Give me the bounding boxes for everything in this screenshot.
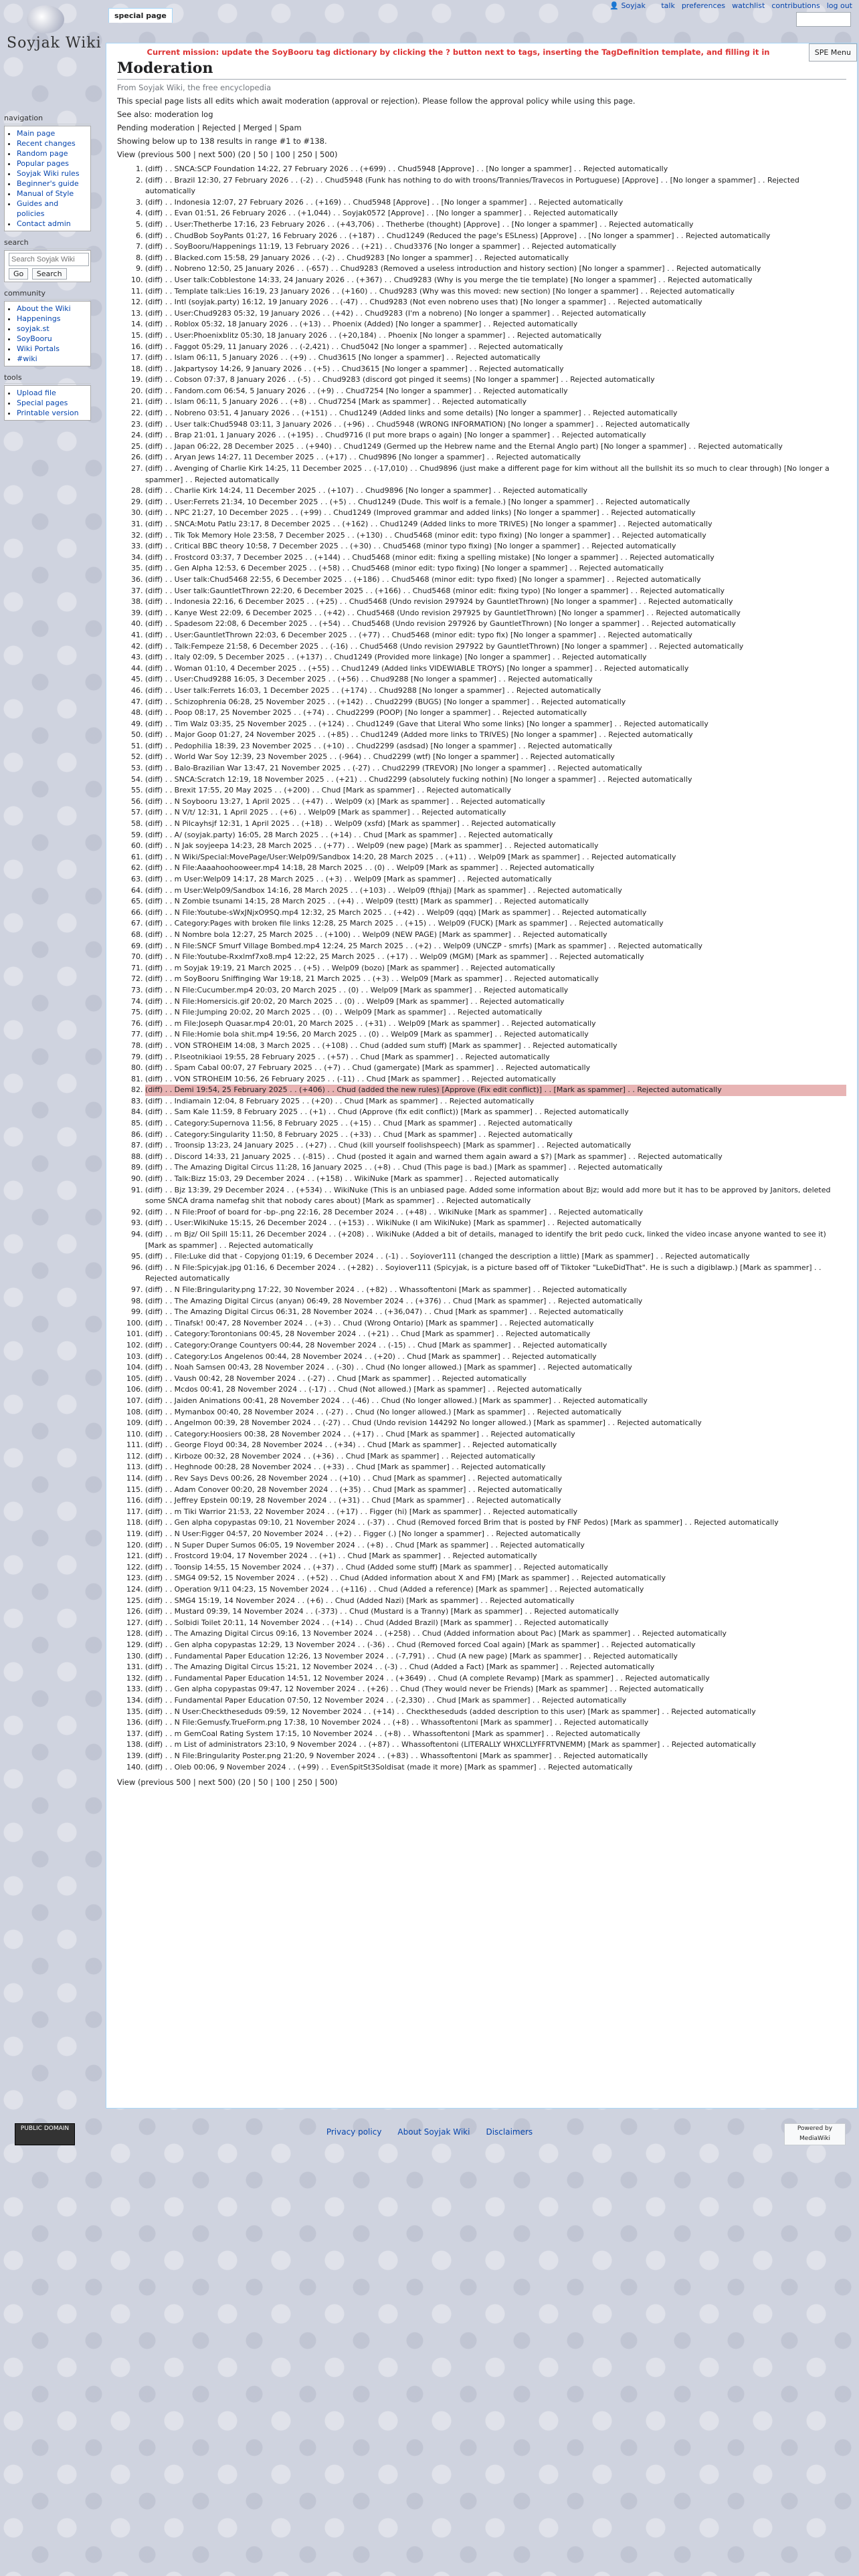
moderation-entry[interactable]: 39. (diff) . . Kanye West 22:09, 6 December 2025 . . (+42) . . Chud5468 (Undo revision 297925 by GauntletThrown) [No longer a spammer] . . Rejected automatically [145, 608, 846, 619]
moderation-entry[interactable]: 13. (diff) . . User:Chud9283 05:32, 19 January 2026 . . (+42) . . Chud9283 (I'm a nobreno) [No longer a spammer] . . Rejected automatically [145, 308, 846, 320]
moderation-entry[interactable]: 60. (diff) . . N Jak soyjeepa 14:23, 28 March 2025 . . (+77) . . Welp09 (new page) [Mark as spammer] . . Rejected automatically [145, 841, 846, 852]
powered-by-mediawiki-badge[interactable]: Powered by MediaWiki [784, 2123, 846, 2145]
moderation-entry[interactable]: 12. (diff) . . Intl (soyjak.party) 16:12, 19 January 2026 . . (-47) . . Chud9283 (Not even nobreno uses that) [No longer a spammer] . . Rejected automatically [145, 297, 846, 308]
sidebar-nav-item[interactable] [17, 179, 86, 189]
tools-portlet [4, 385, 91, 421]
moderation-entry[interactable]: 35. (diff) . . Gen Alpha 12:53, 6 December 2025 . . (+58) . . Chud5468 (minor edit: typo fixing) [No longer a spammer] . . Rejected automatically [145, 563, 846, 574]
moderation-entry[interactable]: 103. (diff) . . Category:Los Angelenos 00:44, 28 November 2024 . . (+20) . . Chud [Mark as spammer] . . Rejected automatically [145, 1352, 846, 1363]
moderation-entry[interactable]: 2. (diff) . . Brazil 12:30, 27 February 2026 . . (-2) . . Chud5948 (Funk has nothing to do with troons/Trannies/Travecos in Portuguese) [Approve] . . [No longer a spammer] . . Rejected automatically [145, 175, 846, 197]
moderation-entry[interactable]: 117. (diff) . . m Tiki Warrior 21:53, 22 November 2024 . . (+17) . . Figger (hi) [Mark as spammer] . . Rejected automatically [145, 1507, 846, 1518]
moderation-entry[interactable]: 57. (diff) . . N V/t/ 12:31, 1 April 2025 . . (+6) . . Welp09 [Mark as spammer] . . Rejected automatically [145, 807, 846, 819]
moderation-entry[interactable]: 90. (diff) . . Talk:Bizz 15:03, 29 December 2024 . . (+158) . . WikiNuke [Mark as spammer] . . Rejected automatically [145, 1174, 846, 1185]
moderation-entry[interactable]: 18. (diff) . . Jakpartysoy 14:26, 9 January 2026 . . (+5) . . Chud3615 [No longer a spammer] . . Rejected automatically [145, 364, 846, 375]
sidebar-tools-item[interactable] [17, 398, 86, 408]
moderation-entry[interactable]: 102. (diff) . . Category:Orange Countyers 00:44, 28 November 2024 . . (-15) . . Chud [Mark as spammer] . . Rejected automatically [145, 1340, 846, 1352]
moderation-entry[interactable]: 112. (diff) . . Kirboze 00:32, 28 November 2024 . . (+36) . . Chud [Mark as spammer] . . Rejected automatically [145, 1451, 846, 1463]
sidebar-nav-item[interactable] [17, 148, 86, 158]
moderation-entry[interactable]: 77. (diff) . . N File:Homie bola shit.mp4 19:56, 20 March 2025 . . (0) . . Welp09 [Mark as spammer] . . Rejected automatically [145, 1029, 846, 1041]
personal-link[interactable]: log out [826, 1, 852, 10]
moderation-entry[interactable]: 110. (diff) . . Category:Hoosiers 00:38, 28 November 2024 . . (+17) . . Chud [Mark as spammer] . . Rejected automatically [145, 1429, 846, 1440]
sidebar-nav-item[interactable] [17, 189, 86, 199]
intro-text: This special page lists all edits which await moderation (approval or rejection). Please follow the approval policy while using this page. [117, 96, 636, 106]
sidebar-community-item[interactable] [17, 304, 86, 314]
moderation-entry[interactable]: 71. (diff) . . m Soyjak 19:19, 21 March 2025 . . (+5) . . Welp09 (bozo) [Mark as spammer] . . Rejected automatically [145, 963, 846, 974]
moderation-entry[interactable]: 37. (diff) . . User talk:GauntletThrown 22:20, 6 December 2025 . . (+166) . . Chud5468 (minor edit: fixing typo) [No longer a spammer] . . Rejected automatically [145, 586, 846, 597]
sidebar-tools-item[interactable] [17, 408, 86, 418]
moderation-entry[interactable]: 73. (diff) . . N File:Cucumber.mp4 20:03, 20 March 2025 . . (0) . . Welp09 [Mark as spammer] . . Rejected automatically [145, 985, 846, 996]
moderation-entry[interactable]: 138. (diff) . . m List of administrators 23:10, 9 November 2024 . . (+87) . . Whassoftentoni (LITERALLY WHXCLLYFFRTVNEMM) [Mark as spammer] . . Rejected automatically [145, 1739, 846, 1751]
moderation-entry[interactable]: 118. (diff) . . Gen alpha copypastas 09:10, 21 November 2024 . . (-37) . . Chud (Removed forced Brim that is posted by FNF Pedos) [Mark as spammer] . . Rejected automatically [145, 1517, 846, 1529]
moderation-entry[interactable]: 67. (diff) . . Category:Pages with broken file links 12:28, 25 March 2025 . . (+15) . . Welp09 (FUCK) [Mark as spammer] . . Rejected automatically [145, 918, 846, 930]
moderation-entry[interactable]: 123. (diff) . . SMG4 09:52, 15 November 2024 . . (+52) . . Chud (Added information about X and FM) [Mark as spammer] . . Rejected automatically [145, 1573, 846, 1584]
moderation-entry[interactable]: 3. (diff) . . Indonesia 12:07, 27 February 2026 . . (+169) . . Chud5948 [Approve] . . [No longer a spammer] . . Rejected automatically [145, 197, 846, 209]
moderation-entry[interactable]: 49. (diff) . . Tim Walz 03:35, 25 November 2025 . . (+124) . . Chud1249 (Gave that Literal Who some links) [No longer a spammer] . . Rejected automatically [145, 719, 846, 730]
moderation-entry[interactable]: 34. (diff) . . Frostcord 03:37, 7 December 2025 . . (+144) . . Chud5468 (minor edit: fixing a spelling mistake) [No longer a spammer] . . Rejected automatically [145, 552, 846, 564]
pagination-top[interactable]: View (previous 500 | next 500) (20 | 50 | 100 | 250 | 500) [117, 150, 338, 159]
moderation-entry[interactable]: 81. (diff) . . VON STROHEIM 10:56, 26 February 2025 . . (-11) . . Chud [Mark as spammer] . . Rejected automatically [145, 1074, 846, 1085]
moderation-entry[interactable]: 54. (diff) . . SNCA:Scratch 12:19, 18 November 2025 . . (+21) . . Chud2299 (absolutely fucking nothin) [No longer a spammer] . . Rejected automatically [145, 774, 846, 786]
moderation-entry[interactable]: 122. (diff) . . Toonsip 14:55, 15 November 2024 . . (+37) . . Chud (Added some stuff) [Mark as spammer] . . Rejected automatically [145, 1562, 846, 1574]
moderation-entry[interactable]: 116. (diff) . . Jeffrey Epstein 00:19, 28 November 2024 . . (+31) . . Chud [Mark as spammer] . . Rejected automatically [145, 1495, 846, 1507]
moderation-entry[interactable]: 111. (diff) . . George Floyd 00:34, 28 November 2024 . . (+34) . . Chud [Mark as spammer] . . Rejected automatically [145, 1440, 846, 1451]
moderation-entry[interactable]: 24. (diff) . . Brap 21:01, 1 January 2026 . . (+195) . . Chud9716 (I put more braps o again) [No longer a spammer] . . Rejected automatically [145, 430, 846, 441]
sidebar-tools-item[interactable] [17, 388, 86, 398]
moderation-entry[interactable]: 131. (diff) . . The Amazing Digital Circus 15:21, 12 November 2024 . . (-3) . . Chud (Added a Fact) [Mark as spammer] . . Rejected automatically [145, 1662, 846, 1673]
sidebar-community-item-link[interactable]: About the Wiki [17, 304, 71, 313]
sidebar-nav-item-link[interactable]: Recent changes [17, 139, 76, 148]
moderation-entry[interactable]: 16. (diff) . . Faggot 05:29, 11 January 2026 . . (-2,421) . . Chud5042 [No longer a spammer] . . Rejected automatically [145, 342, 846, 353]
moderation-entry[interactable]: 69. (diff) . . N File:SNCF Smurf Village Bombed.mp4 12:24, 25 March 2025 . . (+2) . . Welp09 (UNCZP - smrfs) [Mark as spammer] . . Rejected automatically [145, 941, 846, 952]
moderation-entry[interactable]: 135. (diff) . . N User:Checktheseduds 09:59, 12 November 2024 . . (+14) . . Checktheseduds (added description to this user) [Mark as spammer] . . Rejected automatically [145, 1707, 846, 1718]
moderation-entry[interactable]: 11. (diff) . . Template talk:Lies 16:19, 23 January 2026 . . (+160) . . Chud9283 (Why was this moved: new section) [No longer a spammer] . . Rejected automatically [145, 286, 846, 298]
moderation-entry[interactable]: 48. (diff) . . Poop 08:17, 25 November 2025 . . (+74) . . Chud2299 (POOP) [No longer a spammer] . . Rejected automatically [145, 708, 846, 719]
moderation-entry[interactable]: 91. (diff) . . Bjz 13:39, 29 December 2024 . . (+534) . . WikiNuke (This is an unbiased page. Added some information about Bjz; would add more but it has to be approved by Janitors, deleted some SNCA drama namefag shit that nobody cares about) [Mark as spammer] . . Rejected automatically [145, 1185, 846, 1207]
community-portlet [4, 301, 91, 366]
sidebar-tools-item-link[interactable]: Special pages [17, 399, 68, 407]
footer [0, 2117, 859, 2163]
page-title: Moderation [117, 60, 846, 80]
tools-list [9, 388, 86, 418]
moderation-entry[interactable]: 66. (diff) . . N File:Youtube-sWxJNjxO9SQ.mp4 12:32, 25 March 2025 . . (+42) . . Welp09 (qqq) [Mark as spammer] . . Rejected automatically [145, 907, 846, 919]
moderation-entry[interactable]: 83. (diff) . . Indiamain 12:04, 8 February 2025 . . (+20) . . Chud [Mark as spammer] . . Rejected automatically [145, 1096, 846, 1107]
moderation-entry[interactable]: 17. (diff) . . Islam 06:11, 5 January 2026 . . (+9) . . Chud3615 [No longer a spammer] . . Rejected automatically [145, 352, 846, 364]
moderation-entry[interactable]: 104. (diff) . . Noah Samsen 00:43, 28 November 2024 . . (-30) . . Chud (No longer allowed.) [Mark as spammer] . . Rejected automatically [145, 1362, 846, 1374]
moderation-entry[interactable]: 132. (diff) . . Fundamental Paper Education 14:51, 12 November 2024 . . (+3649) . . Chud (A complete Revamp) [Mark as spammer] . . Rejected automatically [145, 1673, 846, 1685]
sidebar-community-item[interactable] [17, 344, 86, 354]
moderation-entry[interactable]: 33. (diff) . . Critical BBC theory 10:58, 7 December 2025 . . (+30) . . Chud5468 (minor typo fixing) [No longer a spammer] . . Rejected automatically [145, 541, 846, 552]
moderation-entry[interactable]: 89. (diff) . . The Amazing Digital Circus 11:28, 16 January 2025 . . (+8) . . Chud (This page is bad.) [Mark as spammer] . . Rejected automatically [145, 1162, 846, 1174]
site-logo[interactable] [0, 0, 107, 57]
moderation-entry[interactable]: 86. (diff) . . Category:Singularity 11:50, 8 February 2025 . . (+33) . . Chud [Mark as spammer] . . Rejected automatically [145, 1130, 846, 1141]
community-list [9, 304, 86, 364]
sidebar-community-item-link[interactable]: SoyBooru [17, 334, 52, 343]
personal-tools [603, 1, 852, 10]
moderation-entry[interactable]: 109. (diff) . . Angelmon 00:39, 28 November 2024 . . (-27) . . Chud (Undo revision 144292 No longer allowed.) [Mark as spammer] . . Rejected automatically [145, 1418, 846, 1429]
moderation-entry[interactable]: 95. (diff) . . File:Luke did that - Copyjong 01:19, 6 December 2024 . . (-1) . . Soyiover111 (changed the description a little) [Mark as spammer] . . Rejected automatically [145, 1251, 846, 1263]
sidebar-nav-item-link[interactable]: Random page [17, 149, 68, 158]
sidebar-nav-item-link[interactable]: Manual of Style [17, 189, 74, 198]
sidebar-community-item[interactable] [17, 334, 86, 344]
results-list [117, 164, 846, 1773]
moderation-entry[interactable]: 44. (diff) . . Woman 01:10, 4 December 2025 . . (+55) . . Chud1249 (Added links VIDEWIABLE TROYS) [No longer a spammer] . . Rejected automatically [145, 663, 846, 675]
sidebar-community-item-link[interactable]: #wiki [17, 354, 37, 363]
moderation-entry[interactable]: 45. (diff) . . User:Chud9288 16:05, 3 December 2025 . . (+56) . . Chud9288 [No longer a spammer] . . Rejected automatically [145, 674, 846, 685]
moderation-entry[interactable]: 140. (diff) . . Oleb 00:06, 9 November 2024 . . (+99) . . EvenSpitSt3Soldisat (made it more) [Mark as spammer] . . Rejected automatically [145, 1762, 846, 1774]
moderation-entry[interactable]: 121. (diff) . . Frostcord 19:04, 17 November 2024 . . (+1) . . Chud [Mark as spammer] . . Rejected automatically [145, 1551, 846, 1562]
sidebar-nav-item-link[interactable]: Main page [17, 129, 56, 138]
moderation-entry[interactable]: 134. (diff) . . Fundamental Paper Education 07:50, 12 November 2024 . . (-2,330) . . Chud [Mark as spammer] . . Rejected automatically [145, 1695, 846, 1707]
moderation-entry[interactable]: 68. (diff) . . N Nombre bola 12:27, 25 March 2025 . . (+100) . . Welp09 (NEW PAGE) [Mark as spammer] . . Rejected automatically [145, 930, 846, 941]
moderation-entry[interactable]: 51. (diff) . . Pedophilia 18:39, 23 November 2025 . . (+10) . . Chud2299 (asdsad) [No longer a spammer] . . Rejected automatically [145, 741, 846, 752]
personal-link[interactable]: talk [661, 1, 675, 10]
sidebar-nav-item[interactable] [17, 158, 86, 169]
personal-link[interactable]: preferences [681, 1, 726, 10]
moderation-entry[interactable]: 106. (diff) . . Mcdos 00:41, 28 November 2024 . . (-17) . . Chud (Not allowed.) [Mark as spammer] . . Rejected automatically [145, 1384, 846, 1396]
navigation-portlet [4, 126, 91, 231]
sidebar-nav-item[interactable] [17, 219, 86, 229]
navigation-heading: navigation [4, 114, 91, 124]
moderation-entry[interactable]: 50. (diff) . . Major Goop 01:27, 24 November 2025 . . (+85) . . Chud1249 (Added more links to TRIVES) [No longer a spammer] . . Rejected automatically [145, 730, 846, 741]
sidebar-nav-item[interactable] [17, 128, 86, 138]
moderation-entry[interactable]: 74. (diff) . . N File:Homersicis.gif 20:02, 20 March 2025 . . (0) . . Welp09 [Mark as spammer] . . Rejected automatically [145, 996, 846, 1008]
sidebar-tools-item-link[interactable]: Printable version [17, 409, 79, 417]
moderation-entry[interactable]: 125. (diff) . . SMG4 15:19, 14 November 2024 . . (+6) . . Chud (Added Nazi) [Mark as spammer] . . Rejected automatically [145, 1596, 846, 1607]
moderation-entry[interactable]: 101. (diff) . . Category:Torontonians 00:45, 28 November 2024 . . (+21) . . Chud [Mark as spammer] . . Rejected automatically [145, 1329, 846, 1340]
sidebar-community-item[interactable] [17, 354, 86, 364]
moderation-entry[interactable]: 46. (diff) . . User talk:Ferrets 16:03, 1 December 2025 . . (+174) . . Chud9288 [No longer a spammer] . . Rejected automatically [145, 685, 846, 697]
footer-link[interactable]: About Soyjak Wiki [397, 2127, 470, 2137]
sidebar-nav-item-link[interactable]: Contact admin [17, 219, 71, 228]
moderation-entry[interactable]: 4. (diff) . . Evan 01:51, 26 February 2026 . . (+1,044) . . Soyjak0572 [Approve] . . [No longer a spammer] . . Rejected automatically [145, 208, 846, 219]
moderation-entry[interactable]: 10. (diff) . . User talk:Cobblestone 14:33, 24 January 2026 . . (+367) . . Chud9283 (Why is you merge the tie template) [No longer a spammer] . . Rejected automatically [145, 275, 846, 286]
sidebar-nav-item-link[interactable]: Guides and policies [17, 199, 59, 218]
moderation-entry[interactable]: 42. (diff) . . Talk:Fempeze 21:58, 6 December 2025 . . (-16) . . Chud5468 (Undo revision 297922 by GauntletThrown) [No longer a spammer] . . Rejected automatically [145, 641, 846, 653]
personal-link[interactable]: watchlist [732, 1, 765, 10]
moderation-entry[interactable]: 5. (diff) . . User:Thetherbe 17:16, 23 February 2026 . . (+43,706) . . Thetherbe (thought) [Approve] . . [No longer a spammer] . . Rejected automatically [145, 219, 846, 231]
moderation-entry[interactable]: 107. (diff) . . Jaiden Animations 00:41, 28 November 2024 . . (-46) . . Chud (No longer allowed.) [Mark as spammer] . . Rejected automatically [145, 1396, 846, 1407]
moderation-entry[interactable]: 87. (diff) . . Troonsip 13:23, 24 January 2025 . . (+27) . . Chud (kill yourself foolishspeech) [Mark as spammer] . . Rejected automatically [145, 1140, 846, 1152]
personal-link[interactable]: contributions [771, 1, 820, 10]
sidebar-tools-item-link[interactable]: Upload file [17, 389, 56, 397]
moderation-entry[interactable]: 29. (diff) . . User:Ferrets 21:34, 10 December 2025 . . (+5) . . Chud1249 (Dude. This wolf is a female.) [No longer a spammer] . . Rejected automatically [145, 497, 846, 508]
moderation-entry[interactable]: 127. (diff) . . Solbidi Toilet 20:11, 14 November 2024 . . (+14) . . Chud (Added Brazil) [Mark as spammer] . . Rejected automatically [145, 1618, 846, 1629]
moderation-entry[interactable]: 76. (diff) . . m File:Joseph Quasar.mp4 20:01, 20 March 2025 . . (+31) . . Welp09 [Mark as spammer] . . Rejected automatically [145, 1018, 846, 1030]
moderation-entry[interactable]: 26. (diff) . . Aryan Jews 14:27, 11 December 2025 . . (+17) . . Chud9896 [No longer a spammer] . . Rejected automatically [145, 452, 846, 463]
tab-special-page[interactable]: special page [108, 8, 173, 23]
moderation-entry[interactable]: 65. (diff) . . N Zombie tsunami 14:15, 28 March 2025 . . (+4) . . Welp09 (testt) [Mark as spammer] . . Rejected automatically [145, 896, 846, 907]
moderation-entry[interactable]: 120. (diff) . . N Super Duper Sumos 06:05, 19 November 2024 . . (+8) . . Chud [Mark as spammer] . . Rejected automatically [145, 1540, 846, 1551]
moderation-entry[interactable]: 64. (diff) . . m User:Welp09/Sandbox 14:16, 28 March 2025 . . (+103) . . Welp09 (fthjaj) [Mark as spammer] . . Rejected automatically [145, 885, 846, 897]
moderation-entry[interactable]: 15. (diff) . . User:Phoenixblitz 05:30, 18 January 2026 . . (+20,184) . . Phoenix [No longer a spammer] . . Rejected automatically [145, 330, 846, 342]
moderation-entry[interactable]: 14. (diff) . . Roblox 05:32, 18 January 2026 . . (+13) . . Phoenix (Added) [No longer a spammer] . . Rejected automatically [145, 319, 846, 330]
user-link[interactable]: Soyjak [621, 1, 646, 10]
sidebar-community-item[interactable] [17, 314, 86, 324]
moderation-entry[interactable]: 63. (diff) . . m User:Welp09 14:17, 28 March 2025 . . (+3) . . Welp09 [Mark as spammer] . . Rejected automatically [145, 874, 846, 885]
moderation-entry[interactable]: 32. (diff) . . Tik Tok Memory Hole 23:58, 7 December 2025 . . (+130) . . Chud5468 (minor edit: typo fixing) [No longer a spammer] . . Rejected automatically [145, 530, 846, 542]
moderation-entry[interactable]: 124. (diff) . . Operation 9/11 04:23, 15 November 2024 . . (+116) . . Chud (Added a reference) [Mark as spammer] . . Rejected automatically [145, 1584, 846, 1596]
moderation-entry[interactable]: 40. (diff) . . Spadesom 22:08, 6 December 2025 . . (+54) . . Chud5468 (Undo revision 297926 by GauntletThrown) [No longer a spammer] . . Rejected automatically [145, 619, 846, 630]
search-portlet [4, 250, 91, 282]
page-subtitle: From Soyjak Wiki, the free encyclopedia [117, 83, 272, 92]
moderation-entry[interactable]: 28. (diff) . . Charlie Kirk 14:24, 11 December 2025 . . (+107) . . Chud9896 [No longer a spammer] . . Rejected automatically [145, 486, 846, 497]
footer-link[interactable]: Privacy policy [326, 2127, 382, 2137]
moderation-entry[interactable]: 126. (diff) . . Mustard 09:39, 14 November 2024 . . (-373) . . Chud (Mustard is a Tranny) [Mark as spammer] . . Rejected automatically [145, 1606, 846, 1618]
moderation-entry[interactable]: 36. (diff) . . User talk:Chud5468 22:55, 6 December 2025 . . (+186) . . Chud5468 (minor edit: typo fixed) [No longer a spammer] . . Rejected automatically [145, 574, 846, 586]
moderation-entry[interactable]: 93. (diff) . . User:WikiNuke 15:15, 26 December 2024 . . (+153) . . WikiNuke (I am WikiNuke) [Mark as spammer] . . Rejected automatically [145, 1218, 846, 1229]
moderation-entry[interactable]: 61. (diff) . . N Wiki/Special:MovePage/User:Welp09/Sandbox 14:20, 28 March 2025 . . (+11) . . Welp09 [Mark as spammer] . . Rejected automatically [145, 852, 846, 863]
top-search-box[interactable] [796, 12, 851, 27]
moderation-entry[interactable]: 62. (diff) . . N File:Aaaahoohooweer.mp4 14:18, 28 March 2025 . . (0) . . Welp09 [Mark as spammer] . . Rejected automatically [145, 863, 846, 874]
navigation-list [9, 128, 86, 229]
moderation-entry[interactable]: 99. (diff) . . The Amazing Digital Circus 06:31, 28 November 2024 . . (+36,047) . . Chud [Mark as spammer] . . Rejected automatically [145, 1307, 846, 1318]
moderation-entry[interactable]: 70. (diff) . . N File:Youtube-Rxxlmf7xo8.mp4 12:22, 25 March 2025 . . (+17) . . Welp09 (MGM) [Mark as spammer] . . Rejected automatically [145, 952, 846, 963]
moderation-entry[interactable]: 25. (diff) . . Japan 06:22, 28 December 2025 . . (+940) . . Chud1249 (Germed up the Hebrew name and the Eternal Anglo part) [No longer a spammer] . . Rejected automatically [145, 441, 846, 453]
moderation-entry[interactable]: 58. (diff) . . N Pilcayhsjf 12:31, 1 April 2025 . . (+18) . . Welp09 (xsfd) [Mark as spammer] . . Rejected automatically [145, 819, 846, 830]
moderation-entry[interactable]: 1. (diff) . . SNCA:SCP Foundation 14:22, 27 February 2026 . . (+699) . . Chud5948 [Approve] . . [No longer a spammer] . . Rejected automatically [145, 164, 846, 175]
sidebar [4, 107, 91, 421]
community-heading: community [4, 289, 91, 300]
moderation-entry[interactable]: 8. (diff) . . Blacked.com 15:58, 29 January 2026 . . (-2) . . Chud9283 [No longer a spammer] . . Rejected automatically [145, 253, 846, 264]
moderation-entry[interactable]: 129. (diff) . . Gen alpha copypastas 12:29, 13 November 2024 . . (-36) . . Chud (Removed forced Coal again) [Mark as spammer] . . Rejected automatically [145, 1640, 846, 1651]
moderation-entry[interactable]: 21. (diff) . . Islam 06:11, 5 January 2026 . . (+8) . . Chud7254 [Mark as spammer] . . Rejected automatically [145, 397, 846, 408]
sidebar-nav-item[interactable] [17, 169, 86, 179]
moderation-entry[interactable]: 22. (diff) . . Nobreno 03:51, 4 January 2026 . . (+151) . . Chud1249 (Added links and some details) [No longer a spammer] . . Rejected automatically [145, 408, 846, 419]
moderation-entry[interactable]: 139. (diff) . . N File:Bringularity Poster.png 21:20, 9 November 2024 . . (+83) . . Whassoftentoni [Mark as spammer] . . Rejected automatically [145, 1751, 846, 1762]
moderation-entry[interactable]: 38. (diff) . . Indonesia 22:16, 6 December 2025 . . (+25) . . Chud5468 (Undo revision 297924 by GauntletThrown) [No longer a spammer] . . Rejected automatically [145, 597, 846, 608]
moderation-entry[interactable]: 82. (diff) . . Demi 19:54, 25 February 2025 . . (+406) . . Chud (added the new rules) [Approve (Fix edit conflict)] . . [Mark as spammer] . . Rejected automatically [145, 1085, 846, 1096]
logo-image [27, 5, 64, 33]
moderation-entry[interactable]: 27. (diff) . . Avenging of Charlie Kirk 14:25, 11 December 2025 . . (-17,010) . . Chud9896 (just make a different page for kim without all the bullshit its so much to clear through) [No longer a spammer] . . Rejected automatically [145, 463, 846, 486]
moderation-entry[interactable]: 80. (diff) . . Spam Cabal 00:07, 27 February 2025 . . (+7) . . Chud (gamergate) [Mark as spammer] . . Rejected automatically [145, 1063, 846, 1074]
public-domain-badge[interactable]: PUBLIC DOMAIN [15, 2123, 75, 2145]
sidebar-community-item-link[interactable]: soyjak.st [17, 324, 50, 333]
moderation-entry[interactable]: 59. (diff) . . A/ (soyjak.party) 16:05, 28 March 2025 . . (+14) . . Chud [Mark as spammer] . . Rejected automatically [145, 830, 846, 841]
sidebar-community-item-link[interactable]: Wiki Portals [17, 344, 60, 353]
moderation-entry[interactable]: 52. (diff) . . World War Soy 12:39, 23 November 2025 . . (-964) . . Chud2299 (wtf) [No longer a spammer] . . Rejected automatically [145, 752, 846, 763]
results-summary: Showing below up to 138 results in range #1 to #138. [117, 136, 327, 146]
filter-links[interactable]: Pending moderation | Rejected | Merged | Spam [117, 123, 302, 132]
site-name: Soyjak Wiki [7, 35, 102, 51]
sidebar-community-item-link[interactable]: Happenings [17, 314, 61, 323]
moderation-entry[interactable]: 97. (diff) . . N File:Bringularity.png 17:22, 30 November 2024 . . (+82) . . Whassoftentoni [Mark as spammer] . . Rejected automatically [145, 1285, 846, 1296]
sidebar-nav-item-link[interactable]: Soyjak Wiki rules [17, 169, 80, 178]
user-icon: 👤 [609, 1, 619, 10]
sidebar-nav-item[interactable] [17, 138, 86, 148]
sidebar-nav-item[interactable] [17, 199, 86, 219]
moderation-entry[interactable]: 137. (diff) . . m GemCoal Rating System 17:15, 10 November 2024 . . (+8) . . Whassoftentoni [Mark as spammer] . . Rejected automatically [145, 1729, 846, 1740]
moderation-entry[interactable]: 92. (diff) . . N File:Proof of board for -bp-.png 22:16, 28 December 2024 . . (+48) . . WikiNuke [Mark as spammer] . . Rejected automatically [145, 1207, 846, 1218]
moderation-entry[interactable]: 75. (diff) . . N File:Jumping 20:02, 20 March 2025 . . (0) . . Welp09 [Mark as spammer] . . Rejected automatically [145, 1007, 846, 1018]
moderation-entry[interactable]: 136. (diff) . . N File:Gemusfy.TrueForm.png 17:38, 10 November 2024 . . (+8) . . Whassoftentoni [Mark as spammer] . . Rejected automatically [145, 1717, 846, 1729]
moderation-entry[interactable]: 72. (diff) . . m SoyBooru Sniffinging War 19:18, 21 March 2025 . . (+3) . . Welp09 [Mark as spammer] . . Rejected automatically [145, 974, 846, 985]
pagination-bottom[interactable]: View (previous 500 | next 500) (20 | 50 | 100 | 250 | 500) [117, 1778, 338, 1788]
moderation-entry[interactable]: 128. (diff) . . The Amazing Digital Circus 09:16, 13 November 2024 . . (+258) . . Chud (Added information about Pac) [Mark as spammer] . . Rejected automatically [145, 1628, 846, 1640]
moderation-entry[interactable]: 53. (diff) . . Balo-Brazilian War 13:47, 21 November 2025 . . (-27) . . Chud2299 (TREVOR) [No longer a spammer] . . Rejected automatically [145, 763, 846, 774]
personal-links [654, 1, 852, 10]
moderation-entry[interactable]: 96. (diff) . . N File:Spicyjak.jpg 01:16, 6 December 2024 . . (+282) . . Soyiover111 (Spicyjak, is a picture based off of Tiktoker "LukeDidThat". He is such a digiblawp.) [Mark as spammer] . . Rejected automatically [145, 1263, 846, 1285]
moderation-entry[interactable]: 41. (diff) . . User:GauntletThrown 22:03, 6 December 2025 . . (+77) . . Chud5468 (minor edit: typo fix) [No longer a spammer] . . Rejected automatically [145, 630, 846, 641]
moderation-entry[interactable]: 119. (diff) . . N User:Figger 04:57, 20 November 2024 . . (+2) . . Figger (.) [No longer a spammer] . . Rejected automatically [145, 1529, 846, 1540]
moderation-entry[interactable]: 78. (diff) . . VON STROHEIM 14:08, 3 March 2025 . . (+108) . . Chud (added sum stuff) [Mark as spammer] . . Rejected automatically [145, 1041, 846, 1052]
site-notice: Current mission: update the SoyBooru tag dictionary by clicking the ? button next to tags, inserting the TagDefinition template, and filling it in [147, 47, 770, 57]
moderation-entry[interactable]: 130. (diff) . . Fundamental Paper Education 12:26, 13 November 2024 . . (-7,791) . . Chud (A new page) [Mark as spammer] . . Rejected automatically [145, 1651, 846, 1662]
moderation-entry[interactable]: 98. (diff) . . The Amazing Digital Circus (anyan) 06:49, 28 November 2024 . . (+376) . . Chud [Mark as spammer] . . Rejected automatically [145, 1296, 846, 1307]
moderation-entry[interactable]: 133. (diff) . . Gen alpha copypastas 09:47, 12 November 2024 . . (+26) . . Chud (They would never be Friends) [Mark as spammer] . . Rejected automatically [145, 1684, 846, 1695]
moderation-entry[interactable]: 115. (diff) . . Adam Conover 00:20, 28 November 2024 . . (+35) . . Chud [Mark as spammer] . . Rejected automatically [145, 1485, 846, 1496]
sidebar-nav-item-link[interactable]: Popular pages [17, 159, 69, 168]
footer-links [0, 2127, 859, 2137]
moderation-entry[interactable]: 55. (diff) . . Brexit 17:55, 20 May 2025 . . (+200) . . Chud [Mark as spammer] . . Rejected automatically [145, 785, 846, 796]
spe-menu-button[interactable]: SPE Menu [809, 43, 857, 62]
sidebar-community-item[interactable] [17, 324, 86, 334]
moderation-entry[interactable]: 7. (diff) . . SoyBooru/Happenings 11:19, 13 February 2026 . . (+21) . . Chud3376 [No longer a spammer] . . Rejected automatically [145, 241, 846, 253]
moderation-entry[interactable]: 100. (diff) . . Tinafsk! 00:47, 28 November 2024 . . (+3) . . Chud (Wrong Ontario) [Mark as spammer] . . Rejected automatically [145, 1318, 846, 1329]
search-heading: search [4, 238, 91, 249]
moderation-entry[interactable]: 30. (diff) . . NPC 21:27, 10 December 2025 . . (+99) . . Chud1249 (Improved grammar and added links) [No longer a spammer] . . Rejected automatically [145, 508, 846, 519]
content-area [106, 43, 858, 2109]
tools-heading: tools [4, 373, 91, 384]
page-body [106, 80, 857, 1793]
go-button[interactable]: Go [9, 268, 28, 280]
page-tabs [108, 8, 173, 23]
moderation-entry[interactable]: 43. (diff) . . Italy 02:09, 5 December 2025 . . (+137) . . Chud1249 (Provided more linkage) [No longer a spammer] . . Rejected automatically [145, 652, 846, 663]
moderation-entry[interactable]: 19. (diff) . . Cobson 07:37, 8 January 2026 . . (-5) . . Chud9283 (discord got pinged it seems) [No longer a spammer] . . Rejected automatically [145, 374, 846, 386]
moderation-entry[interactable]: 79. (diff) . . P.Iseotnikiaoi 19:55, 28 February 2025 . . (+57) . . Chud [Mark as spammer] . . Rejected automatically [145, 1052, 846, 1063]
search-input[interactable] [9, 253, 89, 266]
moderation-entry[interactable]: 20. (diff) . . Fandom.com 06:54, 5 January 2026 . . (+9) . . Chud7254 [No longer a spammer] . . Rejected automatically [145, 386, 846, 397]
sidebar-nav-item-link[interactable]: Beginner's guide [17, 179, 79, 188]
moderation-entry[interactable]: 85. (diff) . . Category:Supernova 11:56, 8 February 2025 . . (+15) . . Chud [Mark as spammer] . . Rejected automatically [145, 1118, 846, 1130]
moderation-entry[interactable]: 114. (diff) . . Rev Says Devs 00:26, 28 November 2024 . . (+10) . . Chud [Mark as spammer] . . Rejected automatically [145, 1473, 846, 1485]
moderation-entry[interactable]: 31. (diff) . . SNCA:Motu Patlu 23:17, 8 December 2025 . . (+162) . . Chud1249 (Added links to more TRIVES) [No longer a spammer] . . Rejected automatically [145, 519, 846, 530]
moderation-entry[interactable]: 6. (diff) . . ChudBob SoyPants 01:27, 16 February 2026 . . (+187) . . Chud1249 (Reduced the page's ESLness) [Approve] . . [No longer a spammer] . . Rejected automatically [145, 231, 846, 242]
moderation-entry[interactable]: 84. (diff) . . Sam Kale 11:59, 8 February 2025 . . (+1) . . Chud (Approve (fix edit conflict)) [Mark as spammer] . . Rejected automatically [145, 1107, 846, 1118]
search-button[interactable]: Search [32, 268, 67, 280]
moderation-entry[interactable]: 9. (diff) . . Nobreno 12:50, 25 January 2026 . . (-657) . . Chud9283 (Removed a useless introduction and history section) [No longer a spammer] . . Rejected automatically [145, 263, 846, 275]
moderation-entry[interactable]: 47. (diff) . . Schizophrenia 06:28, 25 November 2025 . . (+142) . . Chud2299 (BUGS) [No longer a spammer] . . Rejected automatically [145, 697, 846, 708]
moderation-entry[interactable]: 105. (diff) . . Vaush 00:42, 28 November 2024 . . (-27) . . Chud [Mark as spammer] . . Rejected automatically [145, 1374, 846, 1385]
moderation-entry[interactable]: 113. (diff) . . Heghnode 00:28, 28 November 2024 . . (+33) . . Chud [Mark as spammer] . . Rejected automatically [145, 1462, 846, 1473]
moderation-entry[interactable]: 88. (diff) . . Discord 14:33, 21 January 2025 . . (-815) . . Chud (posted it again and warned them again award a $?) [Mark as spammer] . . Rejected automatically [145, 1152, 846, 1163]
moderation-entry[interactable]: 23. (diff) . . User talk:Chud5948 03:11, 3 January 2026 . . (+96) . . Chud5948 (WRONG INFORMATION) [No longer a spammer] . . Rejected automatically [145, 419, 846, 431]
moderation-entry[interactable]: 94. (diff) . . m Bjz/ Oil Spill 15:11, 26 December 2024 . . (+208) . . WikiNuke (Added a bit of details, managed to identify the brit pedo cuck, linked the video incase anyone wanted to see it) [Mark as spammer] . . Rejected automatically [145, 1229, 846, 1251]
footer-link[interactable]: Disclaimers [486, 2127, 533, 2137]
moderation-entry[interactable]: 56. (diff) . . N Soybooru 13:27, 1 April 2025 . . (+47) . . Welp09 (x) [Mark as spammer] . . Rejected automatically [145, 796, 846, 808]
moderation-entry[interactable]: 108. (diff) . . Mymanbox 00:40, 28 November 2024 . . (-27) . . Chud (No longer allowed.) [Mark as spammer] . . Rejected automatically [145, 1407, 846, 1418]
see-also-link[interactable]: See also: moderation log [117, 110, 213, 119]
